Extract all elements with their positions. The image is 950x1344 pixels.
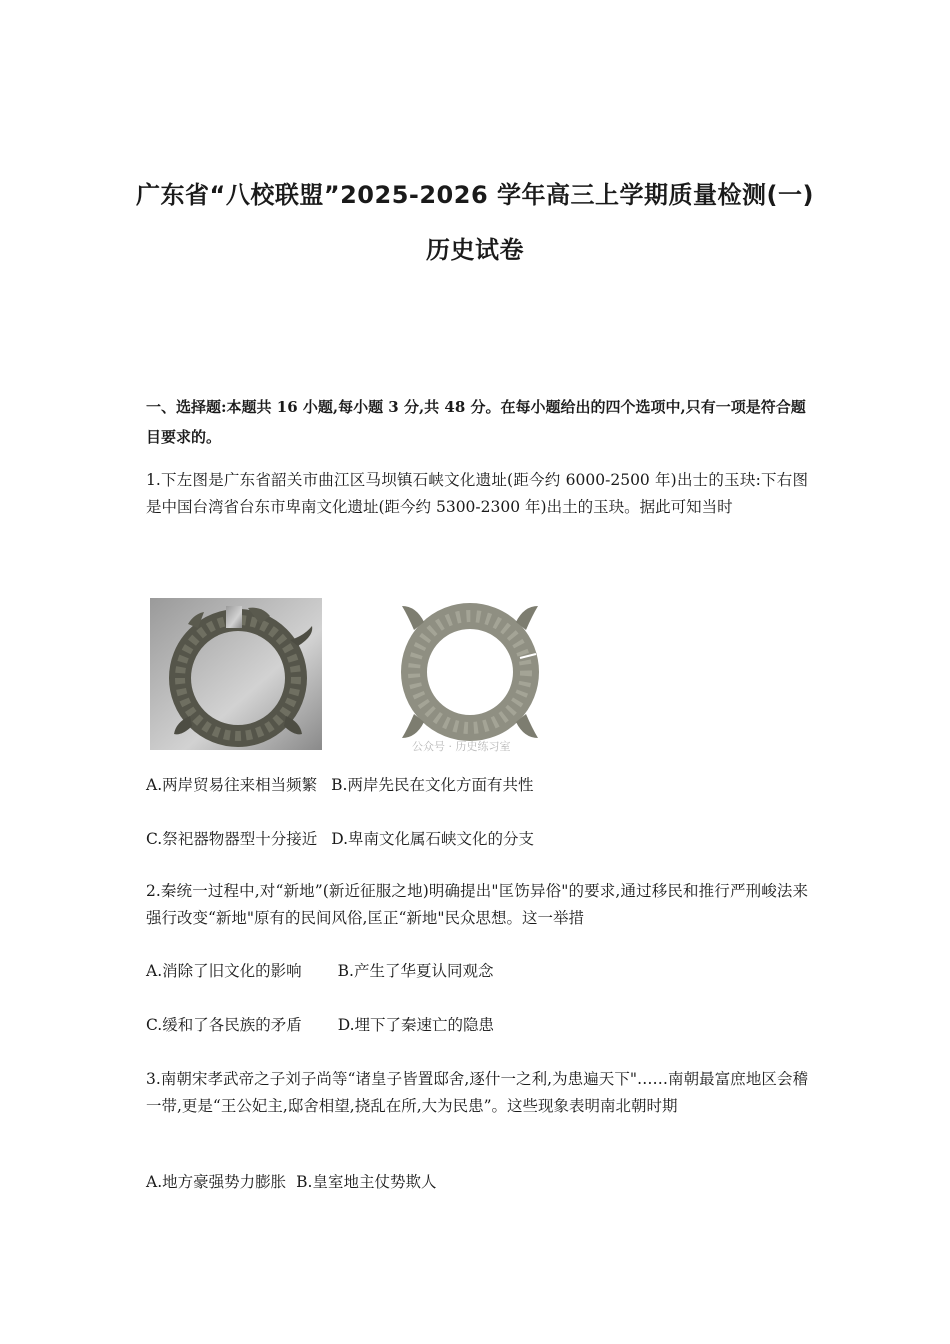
option-a[interactable]: A.两岸贸易往来相当频繁 bbox=[146, 776, 318, 794]
image-watermark: 公众号 · 历史练习室 bbox=[412, 740, 511, 753]
option-d[interactable]: D.卑南文化属石峡文化的分支 bbox=[331, 830, 535, 848]
option-d[interactable]: D.埋下了秦速亡的隐患 bbox=[337, 1016, 495, 1034]
question-2-stem: 2.秦统一过程中,对“新地”(新近征服之地)明确提出"匡饬异俗"的要求,通过移民和推行严刑峻法来强行改变“新地"原有的民间风俗,匡正“新地"民众思想。这一举措 bbox=[146, 882, 808, 927]
question-3-options-row-1 bbox=[146, 1170, 436, 1194]
section-heading: 一、选择题:本题共 16 小题,每小题 3 分,共 48 分。在每小题给出的四个选项中,只有一项是符合题目要求的。 bbox=[146, 398, 806, 446]
jade-ring-image-left bbox=[150, 598, 322, 750]
question-2-options-row-2 bbox=[146, 1013, 494, 1037]
document-subtitle: 历史试卷 bbox=[426, 236, 524, 264]
document-title: 广东省“八校联盟”2025-2026 学年高三上学期质量检测(一) bbox=[136, 181, 814, 209]
jade-ring-image-right bbox=[388, 592, 558, 754]
question-1-stem: 1.下左图是广东省韶关市曲江区马坝镇石峡文化遗址(距今约 6000-2500 年)出士的玉玦:下右图是中国台湾省台东市卑南文化遗址(距今约 5300-2300 年)出土的玉玦。据此可知当时 bbox=[146, 471, 808, 516]
question-3-stem: 3.南朝宋孝武帝之子刘子尚等“诸皇子皆置邸舍,逐什一之利,为患遍天下"……南朝最富庶地区会稽一带,更是“王公妃主,邸舍相望,挠乱在所,大为民患”。这些现象表明南北朝时期 bbox=[146, 1070, 808, 1115]
question-1-options-row-2 bbox=[146, 827, 534, 851]
option-b[interactable]: B.产生了华夏认同观念 bbox=[337, 962, 494, 980]
option-b[interactable]: B.皇室地主仗势欺人 bbox=[296, 1173, 437, 1191]
option-a[interactable]: A.地方豪强势力膨胀 bbox=[146, 1173, 287, 1191]
option-a[interactable]: A.消除了旧文化的影响 bbox=[146, 962, 302, 980]
option-c[interactable]: C.祭祀器物器型十分接近 bbox=[146, 830, 318, 848]
option-c[interactable]: C.缓和了各民族的矛盾 bbox=[146, 1016, 302, 1034]
question-2-options-row-1 bbox=[146, 959, 493, 983]
question-1-options-row-1 bbox=[146, 773, 533, 797]
option-b[interactable]: B.两岸先民在文化方面有共性 bbox=[331, 776, 534, 794]
